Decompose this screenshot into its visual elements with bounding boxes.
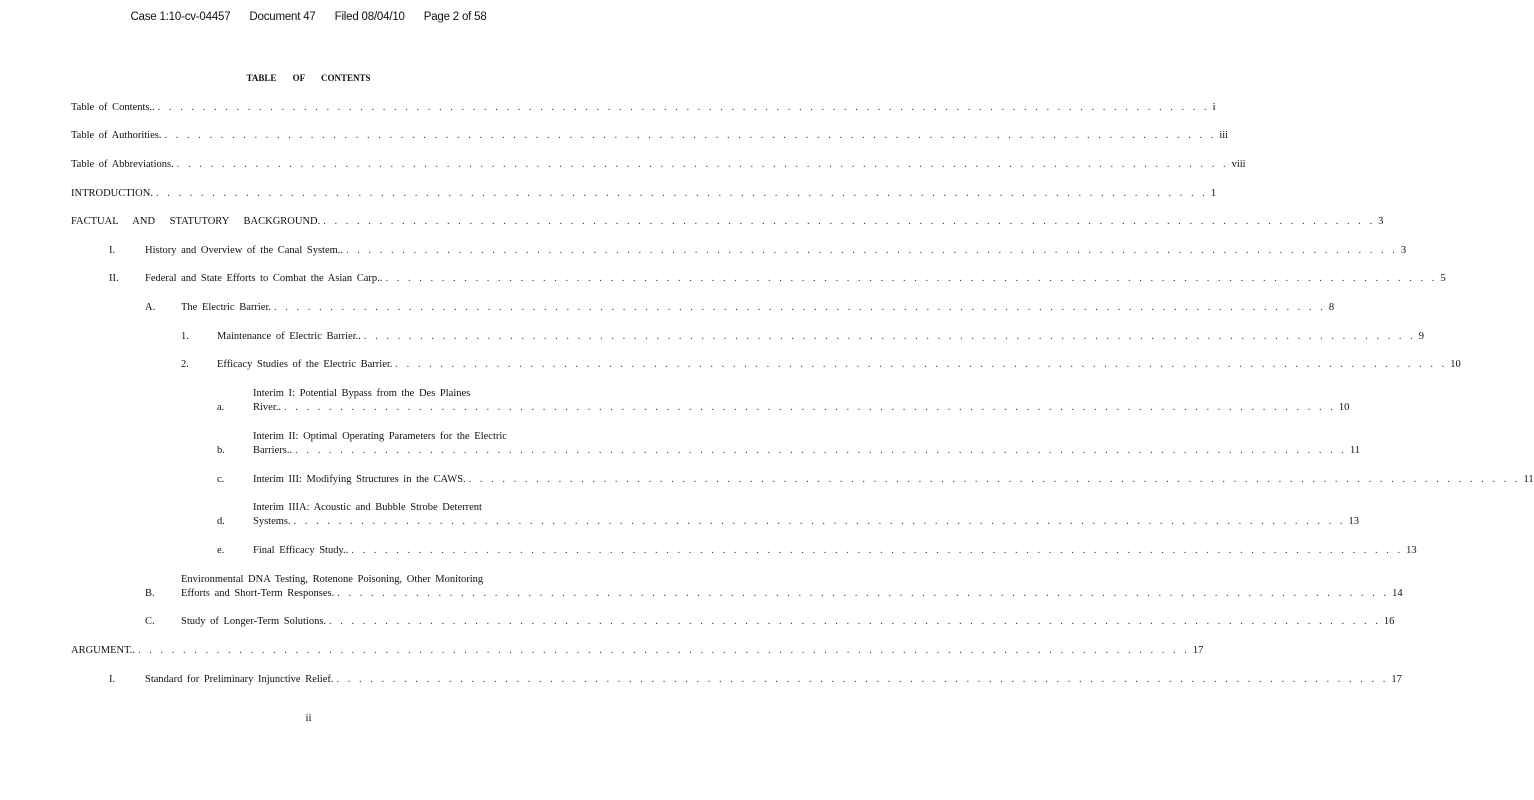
toc-entry-label-line1: Environmental DNA Testing, Rotenone Poisoning, Other Monitoring — [181, 574, 484, 585]
toc-entry-number: a. — [217, 402, 225, 413]
toc-entry-label-line1: Interim IIIA: Acoustic and Bubble Strobe Deterrent — [253, 502, 482, 513]
toc-entry — [109, 272, 1446, 286]
toc-entry-label: Maintenance of Electric Barrier.. — [217, 331, 361, 342]
toc-entry-page: 14 — [1392, 588, 1403, 599]
leader-dots — [385, 272, 1437, 286]
toc-entry-number: c. — [217, 474, 225, 485]
leader-dots — [274, 301, 1326, 315]
toc-entry-number: C. — [145, 616, 155, 627]
toc-entry-label-line1: Interim I: Potential Bypass from the Des Plaines — [253, 388, 471, 399]
page-of-total: Page 2 of 58 — [423, 11, 487, 23]
toc-entry-number: I. — [109, 245, 116, 256]
toc-entry-number: B. — [145, 588, 155, 599]
toc-entry — [71, 644, 1204, 658]
case-number: Case 1:10-cv-04457 — [130, 11, 231, 23]
toc-entry-label: Efficacy Studies of the Electric Barrier. — [217, 359, 393, 370]
toc-entry — [217, 430, 1361, 458]
toc-entry-page: 3 — [1400, 245, 1407, 256]
toc-entry-page: 10 — [1450, 359, 1461, 370]
toc-entry — [71, 158, 1246, 172]
toc-entry-page: 13 — [1406, 545, 1417, 556]
toc-entry-page: 9 — [1418, 331, 1425, 342]
leader-dots — [364, 330, 1416, 344]
toc-entry-label: River.. — [253, 402, 281, 413]
toc-entry — [71, 129, 1229, 143]
toc-title: TABLE OF CONTENTS — [246, 73, 371, 83]
leader-dots — [294, 515, 1346, 529]
toc-entry-number: e. — [217, 545, 225, 556]
toc-entry — [145, 573, 1403, 601]
toc-entry-label: Interim III: Modifying Structures in the CAWS. — [253, 474, 466, 485]
toc-entry — [217, 473, 1534, 487]
toc-entry-label: Table of Contents.. — [71, 102, 155, 113]
leader-dots — [138, 644, 1190, 658]
toc-entry-label: Table of Abbreviations. — [71, 159, 174, 170]
page-number-footer: ii — [305, 712, 312, 724]
leader-dots — [164, 129, 1216, 143]
toc-entry — [181, 358, 1461, 372]
toc-entry-label: FACTUAL AND STATUTORY BACKGROUND. — [71, 216, 321, 227]
toc-entry — [109, 244, 1407, 258]
toc-entry-label: Federal and State Efforts to Combat the Asian Carp.. — [145, 273, 383, 284]
toc-entry-page: i — [1212, 102, 1216, 113]
toc-entry-label: Final Efficacy Study.. — [253, 545, 349, 556]
leader-dots — [323, 215, 1375, 229]
toc-entry-page: 13 — [1348, 516, 1360, 527]
toc-entry-page: 11 — [1349, 445, 1361, 456]
toc-entry — [145, 615, 1395, 629]
toc-entry-page: 11 — [1523, 474, 1534, 485]
leader-dots — [395, 358, 1447, 372]
toc-entry-label: Table of Authorities. — [71, 130, 162, 141]
toc-entry-label: Systems. — [253, 516, 291, 527]
toc-entry-number: I. — [109, 674, 116, 685]
toc-entry-label: Study of Longer-Term Solutions. — [181, 616, 327, 627]
document-number: Document 47 — [249, 11, 316, 23]
toc-entry-label: ARGUMENT.. — [71, 645, 135, 656]
toc-entry-label-line1: Interim II: Optimal Operating Parameters for the Electric — [253, 431, 507, 442]
toc-entry-label: Efforts and Short-Term Responses. — [181, 588, 335, 599]
leader-dots — [346, 244, 1398, 258]
leader-dots — [351, 544, 1403, 558]
toc-entry-number: II. — [109, 273, 119, 284]
toc-entry-number: 1. — [181, 331, 189, 342]
toc-entry — [145, 301, 1335, 315]
toc-entry — [181, 330, 1425, 344]
toc-entry-label: Barriers.. — [253, 445, 293, 456]
toc-entry — [217, 387, 1350, 415]
toc-entry-page: 8 — [1328, 302, 1335, 313]
leader-dots — [469, 473, 1521, 487]
toc-entry-number: A. — [145, 302, 156, 313]
toc-entry-label: INTRODUCTION. — [71, 188, 153, 199]
toc-entry-label: The Electric Barrier. — [181, 302, 271, 313]
toc-entry-number: 2. — [181, 359, 189, 370]
toc-entry-label: History and Overview of the Canal System.. — [145, 245, 344, 256]
toc-entry-page: 3 — [1378, 216, 1384, 227]
toc-entry-number: d. — [217, 516, 225, 527]
toc-entry — [71, 187, 1217, 201]
leader-dots — [295, 444, 1347, 458]
toc-entry-page: 16 — [1383, 616, 1395, 627]
filed-date: Filed 08/04/10 — [334, 11, 405, 23]
leader-dots — [337, 673, 1389, 687]
toc-entry-page: 17 — [1391, 674, 1402, 685]
toc-entry — [217, 544, 1417, 558]
toc-entry-page: viii — [1231, 159, 1246, 170]
leader-dots — [177, 158, 1229, 172]
case-header — [0, 11, 617, 23]
toc-entry-label: Standard for Preliminary Injunctive Relief. — [145, 674, 334, 685]
toc-entry-page: 17 — [1192, 645, 1204, 656]
toc-entry-number: b. — [217, 445, 225, 456]
toc-entry-page: 1 — [1210, 188, 1217, 199]
toc-entry — [71, 101, 1216, 115]
leader-dots — [329, 615, 1381, 629]
leader-dots — [156, 187, 1208, 201]
leader-dots — [158, 101, 1210, 115]
toc-entry — [217, 501, 1360, 529]
toc-entry-page: 10 — [1338, 402, 1350, 413]
toc-entry-page: iii — [1219, 130, 1229, 141]
toc-entry — [109, 673, 1402, 687]
leader-dots — [284, 401, 1336, 415]
toc-entry-page: 5 — [1440, 273, 1446, 284]
toc-entry — [71, 215, 1384, 229]
leader-dots — [337, 587, 1389, 601]
